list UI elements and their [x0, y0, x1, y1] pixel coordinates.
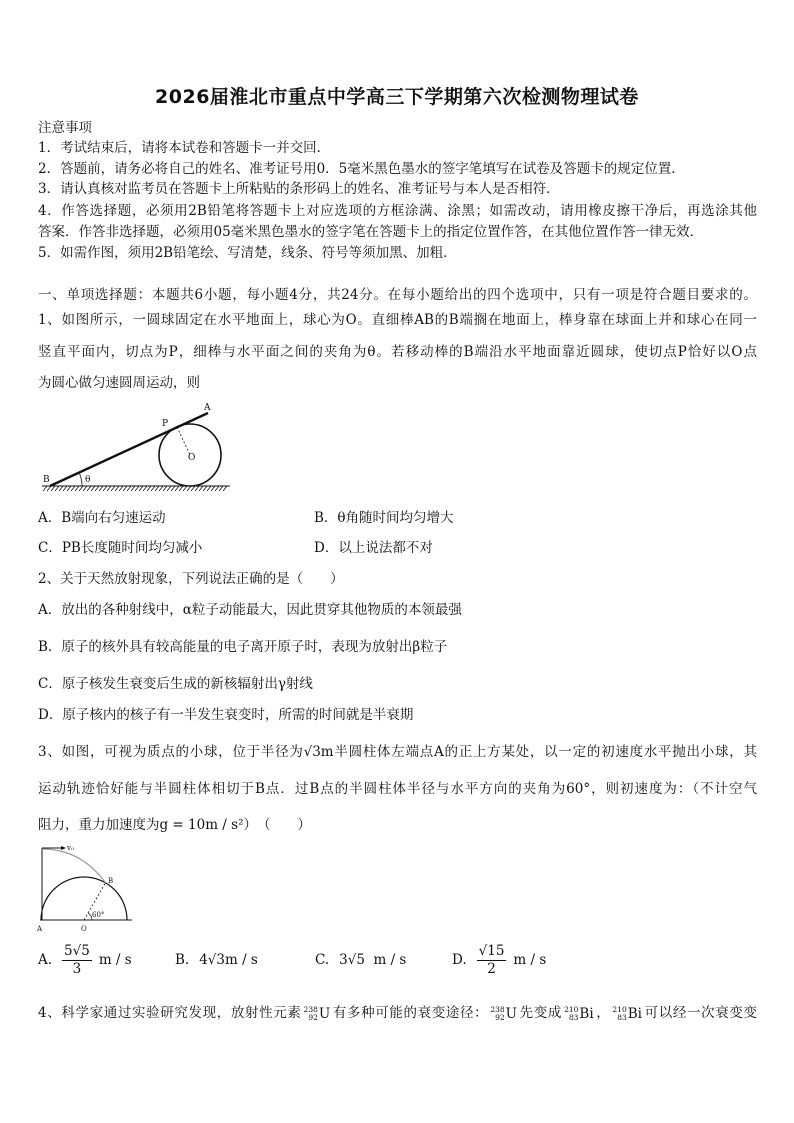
half-cylinder: [41, 877, 127, 920]
q2-option-c: C．原子核发生衰变后生成的新核辐射出γ射线: [38, 676, 313, 692]
mass-number: 210: [612, 1004, 627, 1014]
ground-hatch: [43, 486, 227, 491]
label-p: P: [162, 419, 169, 429]
q4-stem-line: [38, 1001, 757, 1025]
element-symbol: U: [505, 1005, 518, 1022]
label-o: O: [188, 453, 196, 463]
q4-text: 4、科学家通过实验研究发现，放射性元素: [38, 1005, 302, 1021]
atomic-number: 83: [568, 1012, 579, 1022]
radius-po: [177, 427, 190, 455]
option-label: C.: [315, 952, 330, 968]
q3-stem-line: 阻力，重力加速度为g = 10m / s²） （ ）: [38, 817, 311, 833]
notice-line: 2．答题前，请务必将自己的姓名、准考证号用0．5毫米黑色墨水的签字笔填写在试卷及答题卡的规定位置．: [38, 161, 685, 177]
notice-line: 1．考试结束后，请将本试卷和答题卡一并交回．: [38, 140, 331, 156]
atomic-number: 83: [617, 1012, 627, 1022]
numerator: √15: [478, 942, 505, 959]
nuclide-numbers: [490, 1006, 504, 1022]
nuclide-u238: [304, 1002, 331, 1026]
label-b: B: [108, 877, 114, 885]
q4-text: ，: [595, 1005, 611, 1021]
q2-option-a: A．放出的各种射线中，α粒子动能最大，因此贯穿其他物质的本领最强: [38, 602, 462, 618]
nuclide-u238: [490, 1002, 517, 1026]
q1-stem-line: 为圆心做匀速圆周运动，则: [38, 375, 200, 391]
q3-figure: [36, 843, 136, 937]
notice-heading: 注意事项: [38, 120, 92, 136]
label-a: A: [204, 403, 211, 413]
label-a: A: [37, 925, 43, 933]
notice-line: 3．请认真核对监考员在答题卡上所粘贴的条形码上的姓名、准考证号与本人是否相符．: [38, 181, 560, 197]
option-label: D.: [452, 952, 467, 968]
q2-stem: 2、关于天然放射现象，下列说法正确的是（ ）: [38, 571, 344, 587]
velocity-arrowhead: [61, 846, 66, 850]
label-angle: 60°: [92, 911, 105, 919]
section-heading: 一、单项选择题：本题共6小题，每小题4分，共24分。在每小题给出的四个选项中，只有一项是符合题目要求的。: [38, 287, 757, 303]
option-value: 3√5 m / s: [339, 952, 407, 968]
q3-option-c: [315, 938, 406, 982]
element-symbol: U: [318, 1005, 331, 1022]
atomic-number: 92: [308, 1012, 318, 1022]
q1-stem-line: 1、如图所示，一圆球固定在水平地面上，球心为O。直细棒AB的B端搁在地面上，棒身靠在球面上并和球心在同一: [38, 312, 757, 328]
notice-line: 4．作答选择题，必须用2B铅笔将答题卡上对应选项的方框涂满、涂黑；如需改动，请用橡皮擦干净后，再选涂其他: [38, 203, 757, 219]
nuclide-bi210: [612, 1002, 642, 1026]
mass-number: 238: [303, 1004, 318, 1014]
q1-stem-line: 竖直平面内，切点为P，细棒与水平面之间的夹角为θ。若移动棒的B端沿水平地面靠近圆球，使切点P恰好以O点: [38, 344, 757, 360]
q2-option-d: D．原子核内的核子有一半发生衰变时，所需的时间就是半衰期: [38, 707, 414, 723]
label-theta: θ: [85, 475, 91, 485]
label-v0: v₀: [67, 844, 74, 852]
q1-figure: [38, 398, 234, 496]
q3-stem-line: 运动轨迹恰好能与半圆柱体相切于B点．过B点的半圆柱体半径与水平方向的夹角为60°，则初速度为：（不计空气: [38, 781, 757, 797]
mass-number: 210: [564, 1004, 579, 1014]
q2-option-b: B．原子的核外具有较高能量的电子离开原子时，表现为放射出β粒子: [38, 639, 448, 655]
mass-number: 238: [490, 1004, 505, 1014]
nuclide-bi210: [564, 1002, 594, 1026]
q4-text: 有多种可能的衰变途径：: [332, 1005, 489, 1021]
fraction: [477, 943, 507, 978]
label-b: B: [43, 475, 50, 485]
element-symbol: Bi: [627, 1005, 642, 1022]
denominator: 3: [62, 960, 92, 978]
q3-stem-line: 3、如图，可视为质点的小球，位于半径为√3m半圆柱体左端点A的正上方某处，以一定的初速度水平抛出小球，其: [38, 744, 757, 760]
nuclide-numbers: [304, 1006, 318, 1022]
q3-option-a: [38, 938, 132, 982]
notice-line: 5．如需作图，须用2B铅笔绘、写清楚，线条、符号等须加黑、加粗．: [38, 245, 457, 261]
notice-line: 答案．作答非选择题，必须用05毫米黑色墨水的签字笔在答题卡上的指定位置作答，在其他位置作答一律无效．: [38, 224, 704, 240]
nuclide-numbers: [612, 1006, 626, 1022]
q1-option-c: C．PB长度随时间均匀减小: [38, 540, 203, 556]
q1-option-d: D．以上说法都不对: [314, 540, 433, 556]
q4-text: 可以经一次衰变变: [644, 1005, 757, 1021]
rod-ab: [50, 413, 208, 486]
unit: m / s: [513, 952, 547, 968]
denominator: 2: [477, 960, 507, 978]
unit: m / s: [98, 952, 132, 968]
option-label: A.: [38, 952, 53, 968]
label-o: O: [81, 925, 87, 933]
numerator: 5√5: [64, 942, 90, 959]
q3-option-d: [452, 938, 546, 982]
nuclide-numbers: [564, 1006, 578, 1022]
option-value: 4√3m / s: [199, 952, 258, 968]
atomic-number: 92: [495, 1012, 505, 1022]
q3-option-b: [175, 938, 258, 982]
theta-arc: [79, 473, 82, 486]
q1-option-a: A．B端向右匀速运动: [38, 510, 166, 526]
q1-option-b: B．θ角随时间均匀增大: [314, 510, 454, 526]
element-symbol: Bi: [579, 1005, 594, 1022]
exam-title: 2026届淮北市重点中学高三下学期第六次检测物理试卷: [155, 86, 639, 108]
option-label: B.: [175, 952, 190, 968]
fraction: [62, 943, 92, 978]
q4-text: 先变成: [519, 1005, 563, 1021]
